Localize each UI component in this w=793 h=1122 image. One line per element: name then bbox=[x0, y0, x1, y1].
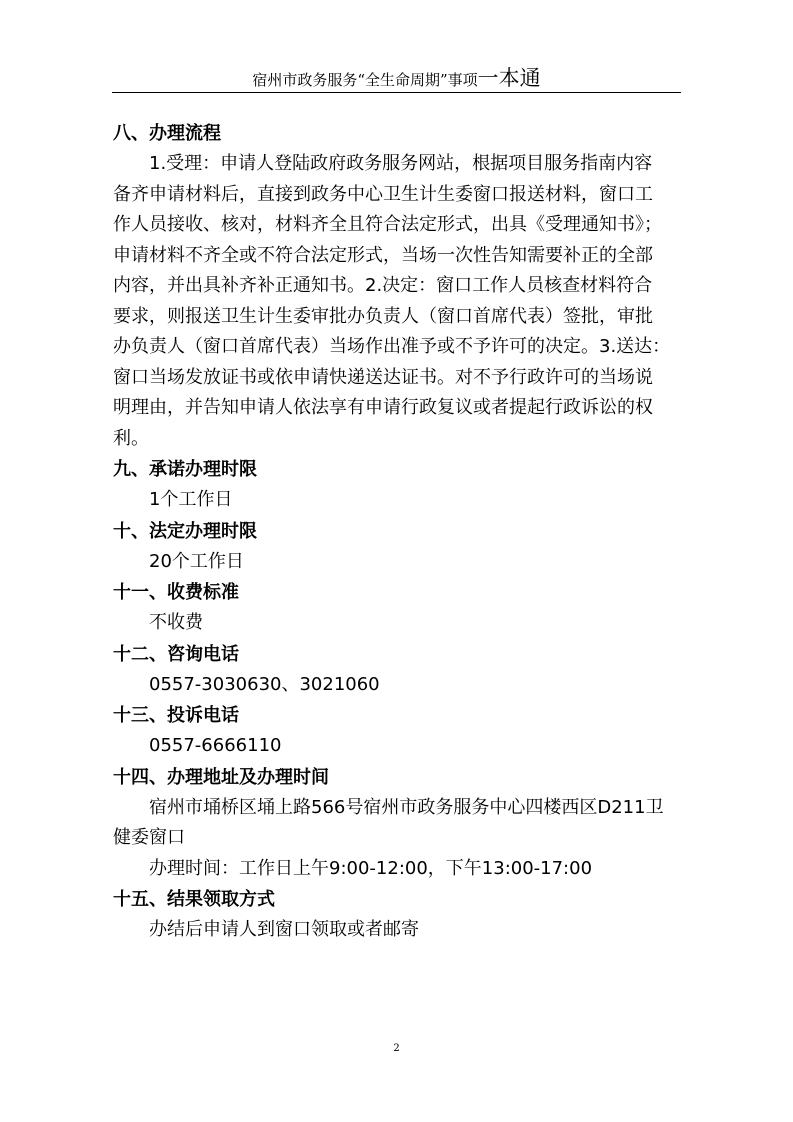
section-heading: 十五、结果领取方式 bbox=[113, 889, 275, 910]
paragraph-line: 备齐申请材料后，直接到政务中心卫生计生委窗口报送材料，窗口工 bbox=[113, 183, 653, 205]
paragraph-line: 办负责人（窗口首席代表）当场作出准予或不予许可的决定。3.送达： bbox=[113, 336, 671, 357]
paragraph-line: 0557-3030630、3021060 bbox=[113, 673, 380, 695]
paragraph-line: 明理由，并告知申请人依法享有申请行政复议或者提起行政诉讼的权 bbox=[113, 397, 653, 418]
paragraph-line: 办理时间：工作日上午9:00-12:00，下午13:00-17:00 bbox=[113, 857, 593, 879]
header-title-emphasis: 一本通 bbox=[477, 66, 541, 90]
section-heading: 十、法定办理时限 bbox=[113, 520, 257, 542]
section-heading: 十二、咨询电话 bbox=[113, 643, 239, 665]
paragraph-line: 利。 bbox=[113, 427, 149, 449]
document-body bbox=[113, 118, 685, 946]
page-header bbox=[0, 62, 793, 92]
section-heading: 十四、办理地址及办理时间 bbox=[113, 766, 329, 788]
section-complaint-phone bbox=[113, 700, 685, 762]
paragraph-line: 0557-6666110 bbox=[113, 735, 282, 756]
section-address-and-hours bbox=[113, 762, 685, 885]
paragraph-line: 作人员接收、核对，材料齐全且符合法定形式，出具《受理通知书》； bbox=[113, 214, 662, 235]
paragraph-line: 20个工作日 bbox=[113, 550, 244, 572]
section-heading: 八、办理流程 bbox=[113, 123, 221, 144]
paragraph-line: 申请材料不齐全或不符合法定形式，当场一次性告知需要补正的全部 bbox=[113, 244, 653, 266]
paragraph-line: 办结后申请人到窗口领取或者邮寄 bbox=[113, 919, 419, 940]
section-heading: 十一、收费标准 bbox=[113, 582, 239, 603]
section-fee-standard bbox=[113, 577, 685, 639]
paragraph-line: 不收费 bbox=[113, 612, 203, 633]
paragraph-line: 窗口当场发放证书或依申请快递送达证书。对不予行政许可的当场说 bbox=[113, 366, 653, 388]
section-heading: 十三、投诉电话 bbox=[113, 705, 239, 726]
paragraph-line: 1个工作日 bbox=[113, 489, 233, 510]
section-promised-time-limit bbox=[113, 454, 685, 516]
page-number: 2 bbox=[393, 1043, 400, 1054]
paragraph-line: 内容，并出具补齐补正通知书。2.决定：窗口工作人员核查材料符合 bbox=[113, 275, 653, 296]
paragraph-line: 健委窗口 bbox=[113, 827, 185, 848]
header-title: 宿州市政务服务“全生命周期”事项 bbox=[252, 71, 478, 89]
section-result-pickup bbox=[113, 884, 685, 946]
section-consult-phone bbox=[113, 639, 685, 701]
header-rule bbox=[112, 92, 681, 93]
paragraph-line: 宿州市埇桥区埇上路566号宿州市政务服务中心四楼西区D211卫 bbox=[113, 796, 664, 818]
section-heading: 九、承诺办理时限 bbox=[113, 459, 257, 480]
paragraph-line: 1.受理：申请人登陆政府政务服务网站，根据项目服务指南内容 bbox=[113, 153, 653, 174]
section-procedure bbox=[113, 118, 685, 454]
paragraph-line: 要求，则报送卫生计生委审批办负责人（窗口首席代表）签批，审批 bbox=[113, 305, 653, 327]
section-statutory-time-limit bbox=[113, 516, 685, 578]
